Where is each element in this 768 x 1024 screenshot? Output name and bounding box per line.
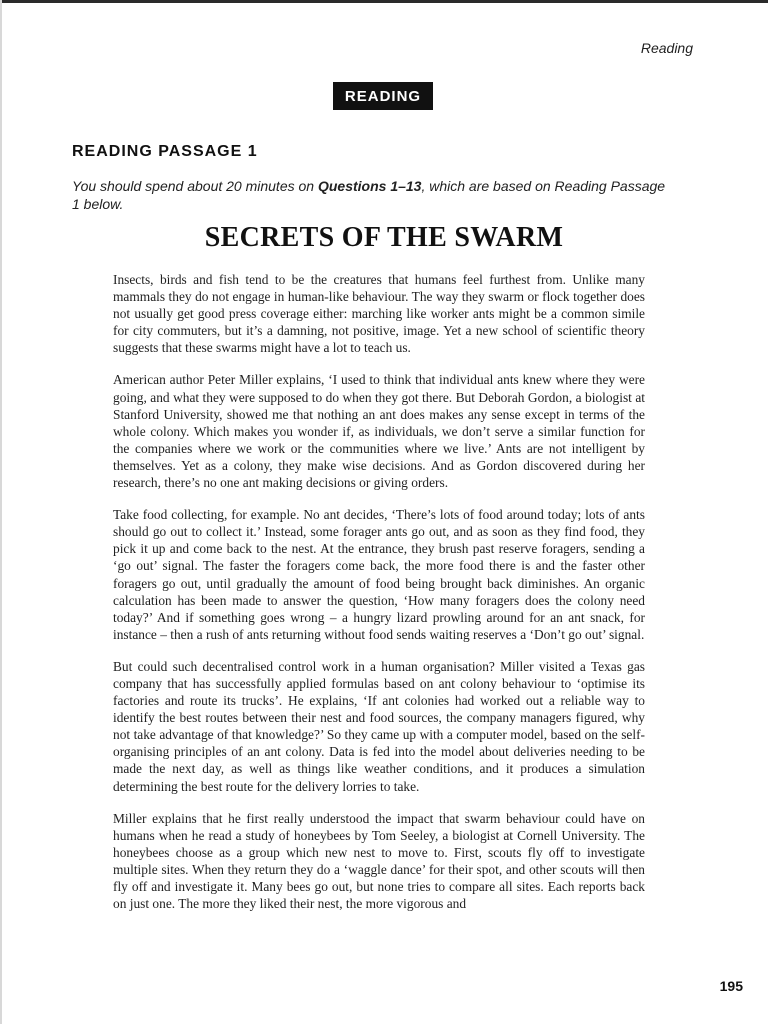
instructions-text-before: You should spend about 20 minutes on (72, 178, 318, 194)
paragraph-2: American author Peter Miller explains, ‘I used to think that individual ants knew where they were going, and what they were supposed to do when they got there. But Deborah Gordon, a biologist at Stanford University, showed me that nothing an ant does makes any sense except in terms of the whole colony. Which makes you wonder if, as individuals, we don’t serve a similar function for the companies where we work or the communities where we live.’ Ants are not intelligent by themselves. Yet as a colony, they make wise decisions. And as Gordon discovered during her research, there’s no one ant making decisions or giving orders. (113, 372, 645, 491)
instructions-questions-range: Questions 1–13 (317, 178, 422, 194)
running-head: Reading (640, 40, 693, 56)
paragraph-5: Miller explains that he first really understood the impact that swarm behaviour could have on humans when he read a study of honeybees by Tom Seeley, a biologist at Cornell University. The honeybees choose as a group which new nest to move to. First, scouts fly off to investigate multiple sites. When they return they do a ‘waggle dance’ for their spot, and other scouts will then fly off and investigate it. Many bees go out, but none tries to compare all sites. Each reports back on just one. The more they liked their nest, the more vigorous and (113, 810, 645, 912)
section-label-badge (333, 82, 433, 110)
instructions-text-after: , which are based on Reading Passage 1 below. (72, 178, 666, 212)
passage-heading: READING PASSAGE 1 (72, 143, 258, 160)
article-body (113, 271, 645, 927)
paragraph-3: Take food collecting, for example. No ant decides, ‘There’s lots of food around today; lots of ants should go out to collect it.’ Instead, some forager ants go out, and as soon as they find food, they pick it up and come back to the nest. At the entrance, they brush past reserve foragers, sending a ‘go out’ signal. The faster the foragers come back, the more food there is and the faster other foragers go out, until gradually the amount of food being brought back diminishes. An organic calculation has been made to answer the question, ‘How many foragers does the colony need today?’ And if something goes wrong – a hungry lizard prowling around for an ant snack, for instance – then a rush of ants returning without food sends waiting reserves a ‘Don’t go out’ signal. (113, 507, 645, 642)
passage-instructions (72, 177, 672, 213)
paragraph-1: Insects, birds and fish tend to be the creatures that humans feel furthest from. Unlike many mammals they do not engage in human-like behaviour. The way they swarm or flock together does not usually get good press coverage either: marching like worker ants might be a common simile for city commuters, but it’s a damning, not positive, image. Yet a new school of scientific theory suggests that these swarms might have a lot to teach us. (113, 272, 645, 356)
article-title: SECRETS OF THE SWARM (204, 222, 564, 253)
section-label: READING (344, 87, 422, 105)
page-edge-shadow (0, 0, 2, 1024)
paragraph-4: But could such decentralised control work in a human organisation? Miller visited a Texas gas company that has successfully applied formulas based on ant colony behaviour to ‘optimise its factories and route its trucks’. He explains, ‘If ant colonies had worked out a reliable way to identify the best routes between their nest and food sources, the company managers figured, why not take advantage of that knowledge?’ So they came up with a computer model, based on the self-organising principles of an ant colony. Data is fed into the model about deliveries needing to be made the next day, as well as things like weather conditions, and it produces a simulation determining the best route for the delivery lorries to take. (113, 658, 645, 794)
top-border-line (0, 0, 768, 3)
page-number: 195 (719, 978, 743, 994)
